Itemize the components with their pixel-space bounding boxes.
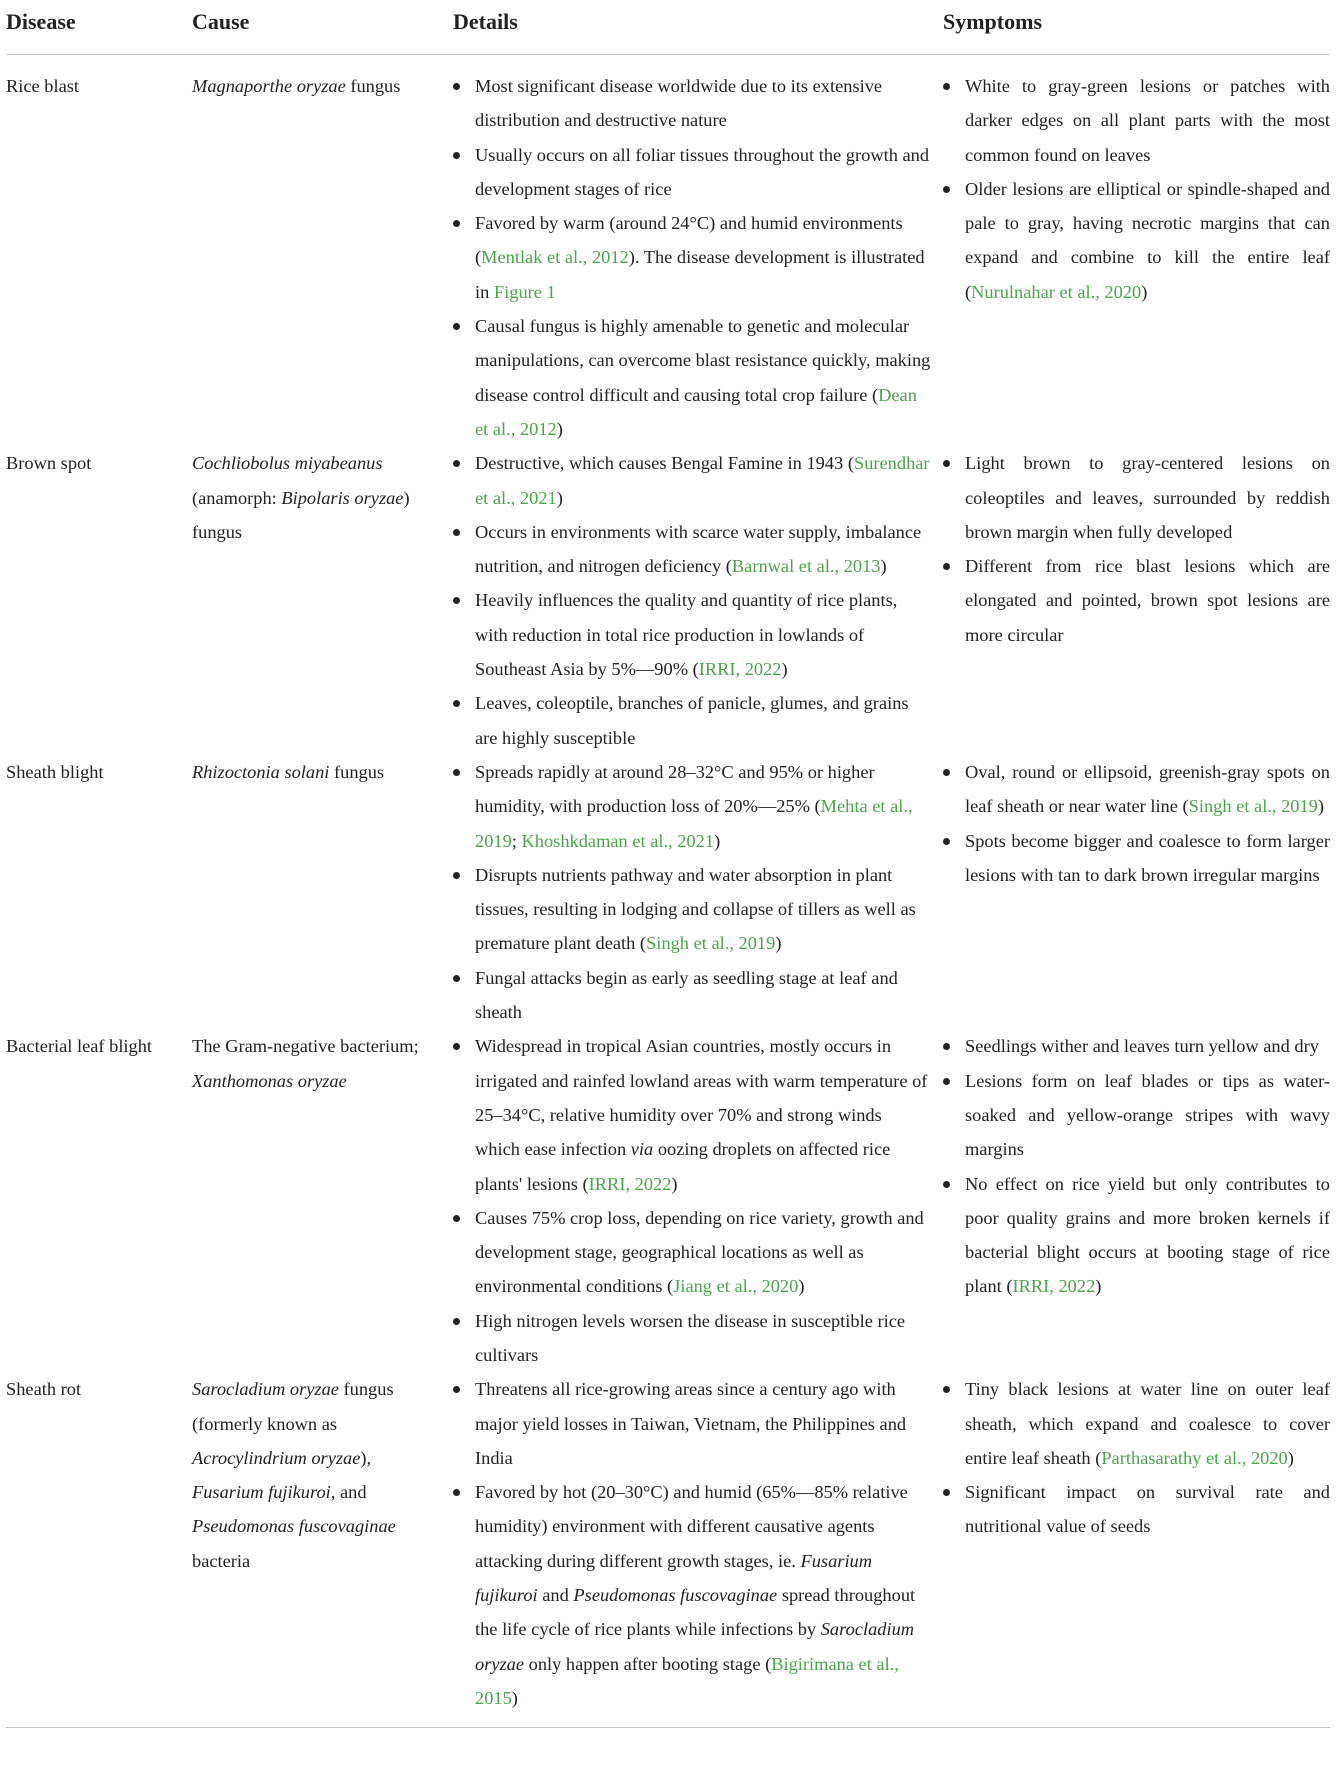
italic-term: Sarocladium oryzae — [192, 1379, 339, 1400]
text-run: Fungal attacks begin as early as seedling stage at leaf and sheath — [475, 967, 898, 1023]
citation-link[interactable]: Nurulnahar et al., 2020 — [971, 281, 1142, 302]
citation-link[interactable]: Jiang et al., 2020 — [673, 1276, 799, 1297]
citation-link[interactable]: Singh et al., 2019 — [646, 933, 776, 954]
text-run: Spots become bigger and coalesce to form larger lesions with tan to dark brown irregular margins — [965, 830, 1330, 885]
text-run: Lesions form on leaf blades or tips as water-soaked and yellow-orange stripes with wavy margins — [965, 1070, 1330, 1160]
disease-cell: Sheath blight — [6, 761, 104, 782]
header-symptoms: Symptoms — [943, 0, 1330, 55]
citation-link[interactable]: Mehta et al., 2019 — [475, 796, 913, 851]
italic-term: via — [630, 1139, 654, 1160]
disease-cell: Sheath rot — [6, 1372, 192, 1727]
text-run: ), — [360, 1447, 372, 1468]
text-run: High nitrogen levels worsen the disease in susceptible rice cultivars — [475, 1310, 906, 1365]
table-header — [6, 0, 1330, 55]
citation-link[interactable]: Figure 1 — [493, 281, 556, 302]
details-cell — [453, 446, 943, 755]
italic-term: Fusarium fujikuroi — [192, 1482, 331, 1503]
list-item — [453, 1029, 931, 1200]
list-item — [943, 1372, 1330, 1475]
text-run: Occurs in environments with scarce water supply, imbalance nutrition, and nitrogen deficiency ( — [475, 521, 922, 577]
list-item — [453, 446, 931, 515]
citation-link[interactable]: IRRI, 2022 — [588, 1173, 672, 1194]
details-cell — [453, 55, 943, 447]
list-item — [453, 583, 931, 686]
symptoms-cell — [943, 446, 1330, 755]
citation-link[interactable]: Barnwal et al., 2013 — [731, 556, 881, 577]
text-run: No effect on rice yield but only contributes to poor quality grains and more broken kernels if bacterial blight occurs at booting stage of rice plant ( — [965, 1173, 1330, 1297]
text-run: Different from rice blast lesions which are elongated and pointed, brown spot lesions are more circular — [965, 556, 1330, 645]
symptoms-list — [943, 1029, 1330, 1303]
symptoms-cell — [943, 755, 1330, 1029]
text-run: The Gram-negative bacterium; — [192, 1036, 419, 1057]
details-cell — [453, 1029, 943, 1372]
text-run: ) — [714, 830, 721, 851]
details-list — [453, 1029, 931, 1372]
list-item — [453, 515, 931, 584]
list-item — [943, 824, 1330, 893]
citation-link[interactable]: Dean et al., 2012 — [475, 384, 917, 439]
cause-cell — [192, 446, 453, 755]
text-run: Widespread in tropical Asian countries, mostly occurs in irrigated and rainfed lowland areas with warm temperature of 25–34°C, relative humidity over 70% and strong winds which ease infection — [475, 1036, 928, 1160]
table-row — [6, 755, 1330, 1029]
list-item — [453, 755, 931, 858]
list-item — [943, 1029, 1330, 1063]
details-list — [453, 755, 931, 1029]
text-run: Spreads rapidly at around 28–32°C and 95% or higher humidity, with production loss of 20%—25% ( — [475, 761, 875, 817]
citation-link[interactable]: IRRI, 2022 — [1012, 1276, 1096, 1297]
table-row — [6, 1029, 1330, 1372]
text-run: Usually occurs on all foliar tissues throughout the growth and development stages of rice — [475, 144, 930, 199]
symptoms-list — [943, 446, 1330, 652]
text-run: spread throughout the life cycle of rice plants while infections by — [475, 1585, 916, 1640]
text-run: ) — [671, 1173, 678, 1194]
text-run: ) — [1095, 1276, 1102, 1297]
details-list — [453, 1372, 931, 1715]
list-item — [943, 1475, 1330, 1544]
text-run: ) fungus — [192, 487, 410, 542]
list-item — [453, 309, 931, 446]
text-run: Causes 75% crop loss, depending on rice variety, growth and development stage, geographical locations as well as environmental conditions ( — [475, 1207, 924, 1297]
text-run: Light brown to gray-centered lesions on coleoptiles and leaves, surrounded by reddish brown margin when fully developed — [965, 453, 1330, 542]
text-run: ) — [798, 1276, 805, 1297]
italic-term: Xanthomonas oryzae — [192, 1070, 347, 1091]
list-item — [453, 1304, 931, 1373]
text-run: Significant impact on survival rate and nutritional value of seeds — [965, 1482, 1330, 1537]
italic-term: Magnaporthe oryzae — [192, 76, 346, 96]
italic-term: Pseudomonas fuscovaginae — [192, 1516, 396, 1537]
list-item — [453, 138, 931, 207]
symptoms-list — [943, 1372, 1330, 1543]
symptoms-cell — [943, 1029, 1330, 1372]
text-run: Leaves, coleoptile, branches of panicle, glumes, and grains are highly susceptible — [475, 693, 909, 748]
text-run: bacteria — [192, 1550, 251, 1571]
text-run: ) — [1317, 796, 1325, 817]
text-run: Older lesions are elliptical or spindle-shaped and pale to gray, having necrotic margins that can expand and combine to kill the entire leaf ( — [965, 178, 1330, 302]
text-run: (anamorph: — [192, 487, 282, 508]
text-run: Seedlings wither and leaves turn yellow and dry — [965, 1036, 1319, 1057]
table-row — [6, 1372, 1330, 1727]
text-run: ) — [1141, 281, 1148, 302]
text-run: , and — [330, 1482, 367, 1503]
text-run: ) — [880, 556, 887, 577]
list-item — [453, 69, 931, 138]
text-run: Tiny black lesions at water line on outer leaf sheath, which expand and coalesce to cover entire leaf sheath ( — [965, 1379, 1330, 1468]
list-item — [943, 1167, 1330, 1304]
details-cell — [453, 755, 943, 1029]
italic-term: Rhizoctonia solani — [192, 761, 330, 782]
citation-link[interactable]: Mentlak et al., 2012 — [481, 247, 629, 268]
text-run: Oval, round or ellipsoid, greenish-gray spots on leaf sheath or near water line ( — [965, 761, 1330, 817]
header-row — [6, 0, 1330, 55]
citation-link[interactable]: Parthasarathy et al., 2020 — [1101, 1447, 1288, 1468]
text-run: ). The disease development is illustrated in — [475, 247, 925, 302]
symptoms-list — [943, 755, 1330, 892]
italic-term: Pseudomonas fuscovaginae — [573, 1585, 778, 1606]
table-row — [6, 446, 1330, 755]
disease-cell: Bacterial leaf blight — [6, 1036, 153, 1057]
italic-term: Sarocladium oryzae — [475, 1619, 915, 1674]
citation-link[interactable]: Bigirimana et al., 2015 — [475, 1653, 899, 1708]
text-run: ) — [556, 418, 563, 439]
list-item — [453, 1201, 931, 1304]
header-disease: Disease — [6, 0, 192, 55]
list-item — [943, 69, 1330, 172]
text-run: fungus — [329, 761, 385, 782]
text-run: Causal fungus is highly amenable to genetic and molecular manipulations, can overcome blast resistance quickly, making disease control difficult and causing total crop failure ( — [475, 316, 931, 405]
italic-term: Acrocylindrium oryzae — [192, 1447, 361, 1468]
text-run: only happen after booting stage ( — [524, 1653, 772, 1674]
text-run: Favored by hot (20–30°C) and humid (65%—85% relative humidity) environment with different causative agents attacking during different growth stages, ie. — [475, 1482, 908, 1571]
list-item — [943, 1064, 1330, 1167]
list-item — [943, 446, 1330, 549]
list-item — [943, 755, 1330, 824]
symptoms-cell — [943, 1372, 1330, 1727]
header-cause: Cause — [192, 0, 453, 55]
italic-term: Fusarium fujikuroi — [475, 1550, 873, 1606]
details-cell — [453, 1372, 943, 1727]
text-run: ) — [775, 933, 782, 954]
text-run: Threatens all rice-growing areas since a century ago with major yield losses in Taiwan, Vietnam, the Philippines and India — [475, 1379, 907, 1468]
table-body — [6, 55, 1330, 1728]
cause-cell — [192, 1372, 453, 1727]
disease-cell: Brown spot — [6, 453, 92, 474]
citation-link[interactable]: IRRI, 2022 — [698, 659, 782, 680]
text-run: ) — [511, 1687, 518, 1708]
details-list — [453, 446, 931, 755]
citation-link[interactable]: Singh et al., 2019 — [1188, 796, 1318, 817]
text-run: Most significant disease worldwide due to its extensive distribution and destructive nature — [475, 76, 883, 131]
text-run: and — [537, 1585, 574, 1606]
text-run: Heavily influences the quality and quantity of rice plants, with reduction in total rice production in lowlands of Southeast Asia by 5%—90% ( — [475, 590, 898, 680]
symptoms-cell — [943, 55, 1330, 447]
text-run: ) — [556, 487, 563, 508]
cause-cell — [192, 55, 453, 447]
cause-cell — [192, 755, 453, 1029]
list-item — [453, 686, 931, 755]
text-run: ) — [781, 659, 788, 680]
text-run: White to gray-green lesions or patches with darker edges on all plant parts with the most common found on leaves — [965, 76, 1330, 165]
text-run: ) — [1287, 1447, 1294, 1468]
header-details: Details — [453, 0, 943, 55]
symptoms-list — [943, 69, 1330, 309]
list-item — [943, 549, 1330, 652]
details-list — [453, 69, 931, 446]
italic-term: Cochliobolus miyabeanus — [192, 453, 383, 474]
cause-cell — [192, 1029, 453, 1372]
table-row — [6, 55, 1330, 447]
list-item — [453, 1475, 931, 1715]
list-item — [453, 206, 931, 309]
list-item — [943, 172, 1330, 309]
rice-disease-table — [6, 0, 1330, 1728]
text-run: ; — [511, 830, 522, 851]
text-run: Disrupts nutrients pathway and water absorption in plant tissues, resulting in lodging and collapse of tillers as well as premature plant death ( — [475, 864, 916, 954]
text-run: oozing droplets on affected rice plants' lesions ( — [475, 1139, 891, 1194]
list-item — [453, 961, 931, 1030]
citation-link[interactable]: Khoshkdaman et al., 2021 — [521, 830, 715, 851]
text-run: fungus (formerly known as — [192, 1379, 394, 1434]
text-run: Destructive, which causes Bengal Famine in 1943 ( — [475, 453, 854, 474]
text-run: Favored by warm (around 24°C) and humid environments ( — [475, 213, 903, 268]
italic-term: Bipolaris oryzae — [281, 487, 404, 508]
list-item — [453, 1372, 931, 1475]
text-run: fungus — [345, 76, 401, 96]
list-item — [453, 858, 931, 961]
disease-cell: Rice blast — [6, 76, 80, 96]
citation-link[interactable]: Surendhar et al., 2021 — [475, 453, 930, 508]
